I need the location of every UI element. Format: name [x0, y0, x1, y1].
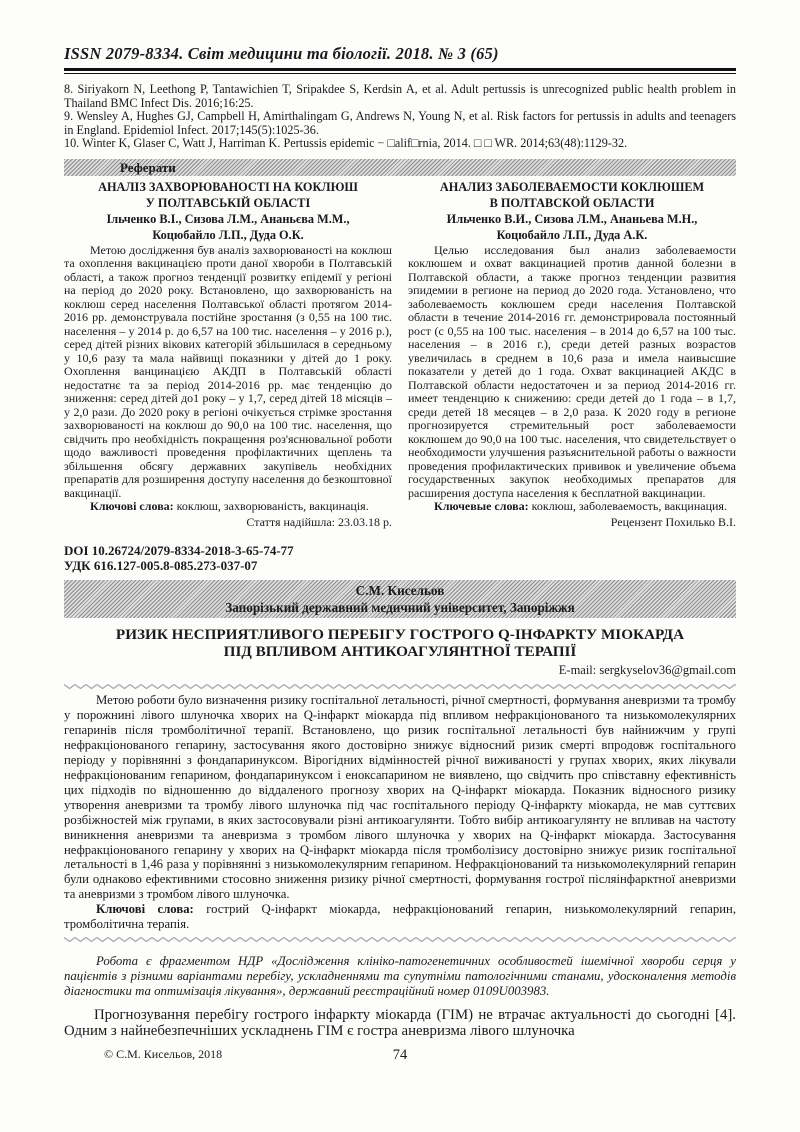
reviewer-note: Рецензент Похилько В.І.	[610, 514, 736, 529]
page-footer	[64, 1047, 736, 1067]
journal-title: ISSN 2079-8334. Світ медицини та біології. 2018. № 3 (65)	[64, 44, 499, 63]
reference-item: 9. Wensley A, Hughes GJ, Campbell H, Amirthalingam G, Andrews N, Young N, et al. Risk factors for pertussis in adults and teenagers in England. Epidemiol Infect. 2017;145(5):1025-36.	[64, 109, 736, 137]
abstract-column-ukrainian	[64, 179, 392, 530]
page-number: 74	[392, 1047, 408, 1064]
article-keywords	[64, 902, 736, 932]
abstract-authors-line: Ильченко В.И., Сизова Л.М., Ананьева М.Н.,	[446, 211, 698, 226]
bilingual-abstracts	[64, 179, 736, 530]
abstract-column-russian	[408, 179, 736, 530]
article-affiliation: Запорізький державний медичний університет, Запоріжжя	[225, 600, 575, 616]
article-body-text: Прогнозування перебігу гострого інфаркту міокарда (ГІМ) не втрачає актуальності до сьогодні [4]. Одним з найнебезпечніших ускладнень ГІМ є гостра аневризма лівого шлуночка	[64, 1006, 736, 1040]
received-date-note: Стаття надійшла: 23.03.18 р.	[246, 514, 392, 529]
page-header	[64, 44, 736, 74]
abstract-title-line: У ПОЛТАВСЬКІЙ ОБЛАСТІ	[145, 195, 311, 210]
keywords-label: Ключевые слова:	[434, 499, 529, 514]
doi-line: DOI 10.26724/2079-8334-2018-3-65-74-77	[64, 543, 294, 559]
article-title-line: РИЗИК НЕСПРИЯТЛИВОГО ПЕРЕБІГУ ГОСТРОГО Q-ІНФАРКТУ МІОКАРДА	[115, 626, 685, 644]
copyright-note: © С.М. Кисельов, 2018	[104, 1047, 223, 1062]
abstract-body: Метою дослідження був аналіз захворюваності на коклюш та охоплення вакцинацією проти даної хвороби в Полтавській області, а також прогноз тенденції розвитку епідемії у регіоні на період до 2020 року. Встановлено, що захворюваність на коклюш серед населення Полтавської області протягом 2014-2016 рр. демонструвала постійне зростання (з 0,55 на 100 тис. населення – у 2014 р. до 6,57 на 100 тис. населення – у 2016 р.), серед дітей різних вікових категорій збільшилася в середньому у 10,6 разу та мала найвищі показники у дітей до 1 року. Охоплення ванцинацією АКДП в Полтавській області недостатнє та за період 2014-2016 рр. має тенденцію до зниження: серед дітей до1 року – у 1,7, серед дітей 18 місяців – у 2,0 рази. До 2020 року в регіоні очікується стрімке зростання захворюваності на коклюш до 90,0 на 100 тис. населення, що свідчить про необхідність покращення роз'яснювальної роботи щодо важливості проведення профілактичних щеплень та збільшення обсягу державних закупівель необхідних препаратів для розширення доступу населення до безкоштовної вакцинації.	[64, 242, 392, 500]
abstracts-section-band	[64, 159, 736, 176]
abstract-title-line: В ПОЛТАВСКОЙ ОБЛАСТИ	[489, 195, 655, 210]
article-author-band	[64, 580, 736, 618]
author-email: E-mail: sergkyselov36@gmail.com	[558, 663, 736, 678]
abstract-keywords	[408, 500, 736, 514]
keywords-text: коклюш, захворюваність, вакцинація.	[176, 499, 369, 514]
abstract-body: Целью исследования был анализ заболеваемости коклюшем и охват вакцинацией против данной болезни в Полтавской области, а также прогноз тенденции развития эпидемии в регионе на период до 2020 года. Установлено, что заболеваемость коклюшем среди населения Полтавской области в течение 2014-2016 гг. демонстрировала постоянный рост (с 0,55 на 100 тыс. населения – в 2014 до 6,57 на 100 тыс. населения – в 2016 г.), среди детей разных возрастов увеличилась в среднем в 10,6 раза и имела наивысшие показатели у детей до 1 года. Охват вакцинацией АКДС в Полтавской области недостаточен и за период 2014-2016 гг. имеет тенденцию к снижению: среди детей до 1 года – в 1,7, среди детей 18 месяцев – в 2,0 раза. К 2020 году в регионе прогнозируется стремительный рост заболеваемости коклюшем до 90,0 на 100 тыс. населения, что свидетельствует о необходимости улучшения разъяснительной работы о важности проведения профилактических прививок и увеличение объема государственных закупок необходимых препаратов для расширения доступа населения к бесплатной вакцинации.	[408, 242, 736, 500]
article-abstract-section	[64, 693, 736, 932]
abstracts-band-label: Реферати	[120, 159, 176, 175]
abstract-title-line: АНАЛИЗ ЗАБОЛЕВАЕМОСТИ КОКЛЮШЕМ	[439, 179, 705, 194]
abstract-authors-line: Ільченко В.І., Сизова Л.М., Ананьєва М.М.,	[106, 211, 350, 226]
research-program-note: Робота є фрагментом НДР «Дослідження клініко-патогенетичних особливостей ішемічної хвороби серця у пацієнтів з різними варіантами перебігу, ускладненнями та супутніми патологічними станами, удосконалення методів діагностики та оптимізація лікування», державний реєстраційний номер 0109U003983.	[64, 953, 736, 999]
article-abstract-text: Метою роботи було визначення ризику госпітальної летальності, річної смертності, формування аневризми та тромбу у порожнині лівого шлуночка хворих на Q-інфаркт міокарда під впливом нефракціонованого та низькомолекулярних гепаринів після тромболітичної терапії. Встановлено, що ризик госпітальної летальності був найнижчим у групі нефракціонованого гепарину, застосування якого достовірно знижує відносний ризик смерті впродовж госпітального періоду у порівнянні з фондапаринуксом. Вірогідних відмінностей річної виживаності у групах хворих, яких лікували нефракціонованим гепарином, фондапаринуксом і еноксапарином не виявлено, що свідчить про співставну ефективність цих підходів по відношенню до віддаленого прогнозу хворих на Q-інфаркт міокарда. Показник відносного ризику утворення аневризми та тромбу лівого шлуночка під час госпітального періоду Q-інфаркту міокарда, не мав суттєвих розбіжностей між групами, в яких застосовували різні антикоагулянти. Тобто вибір антикоагулянту не впливав на частоту виникнення аневризми та аневризма з тромбом лівого шлуночка у хворих на Q-інфаркт міокарда. Застосування нефракціонованого гепарину у хворих на Q-інфаркт міокарда після тромболізису достовірно знижує ризик госпітальної летальності в 1,46 раза у порівнянні з низькомолекулярним гепарином. Нефракціонований та низькомолекулярний гепарин були однаково ефективними стосовно зниження ризику річної смертності, формування гострої післяінфарктної аневризми та аневризми з тромбом лівого шлуночка.	[64, 693, 736, 902]
article-title-line: ПІД ВПЛИВОМ АНТИКОАГУЛЯНТНОЇ ТЕРАПІЇ	[223, 642, 577, 660]
header-rule	[64, 68, 736, 74]
abstract-authors-line: Коцюбайло Л.П., Дуда А.К.	[496, 227, 648, 242]
reference-list	[64, 83, 736, 151]
keywords-label: Ключові слова:	[96, 902, 194, 917]
udc-line: УДК 616.127-005.8-085.273-037-07	[64, 558, 258, 574]
keywords-label: Ключові слова:	[90, 499, 174, 514]
reference-item: 10. Winter K, Glaser C, Watt J, Harriman K. Pertussis epidemic − □alif□rnia, 2014. □ □ WR. 2014;63(48):1129-32.	[64, 136, 628, 151]
keywords-text: коклюш, заболеваемость, вакцинация.	[531, 499, 727, 514]
abstract-title-line: АНАЛІЗ ЗАХВОРЮВАНОСТІ НА КОКЛЮШ	[98, 179, 358, 194]
article-author: С.М. Кисельов	[355, 583, 445, 599]
zigzag-divider	[64, 936, 736, 943]
article-title	[64, 627, 736, 660]
abstract-authors-line: Коцюбайло Л.П., Дуда О.К.	[152, 227, 304, 242]
abstract-keywords	[64, 500, 392, 514]
doi-udc-block	[64, 543, 736, 573]
zigzag-divider	[64, 683, 736, 690]
reference-item: 8. Siriyakorn N, Leethong P, Tantawichien T, Sripakdee S, Kerdsin A, et al. Adult pertussis is unrecognized public health problem in Thailand BMC Infect Dis. 2016;16:25.	[64, 82, 736, 110]
keywords-text: гострий Q-інфаркт міокарда, нефракціонований гепарин, низькомолекулярний гепарин, тромболітична терапія.	[64, 902, 736, 932]
